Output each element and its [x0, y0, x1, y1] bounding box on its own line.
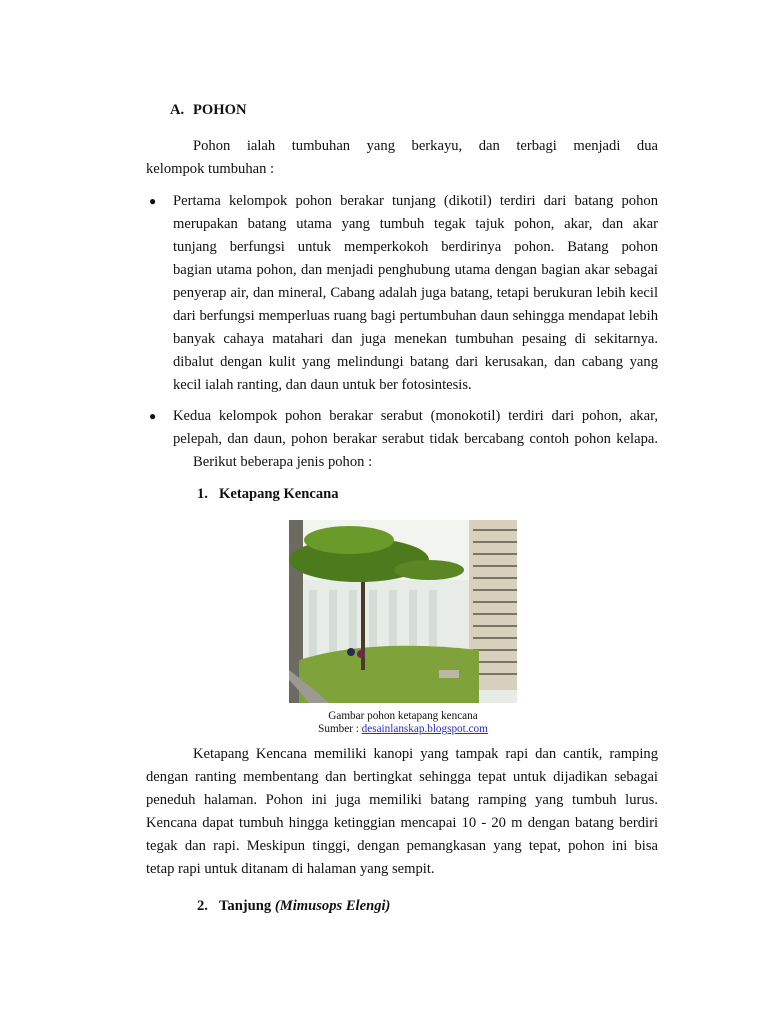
- bullet-icon: ●: [149, 194, 157, 208]
- text-line: Kedua kelompok pohon berakar serabut (monokotil) terdiri dari pohon, akar,: [173, 408, 658, 424]
- section-letter: A.: [170, 102, 185, 118]
- ketapang-kencana-photo: [289, 520, 517, 703]
- item-number: 2.: [197, 898, 208, 914]
- text-line: merupakan batang utama yang tumbuh tegak tajuk pohon, akar, dan akar: [173, 216, 658, 232]
- figure-source: [250, 723, 556, 736]
- text-line: peneduh halaman. Pohon ini juga memiliki batang ramping yang tumbuh lurus.: [146, 792, 658, 808]
- text-line: tegak dan rapi. Meskipun tinggi, dengan pemangkasan yang tepat, pohon ini bisa: [146, 838, 658, 854]
- text-line: Kencana dapat tumbuh hingga ketinggian mencapai 10 - 20 m dengan batang berdiri: [146, 815, 658, 831]
- item-title: Ketapang Kencana: [219, 486, 339, 502]
- item-title: [219, 897, 390, 915]
- text-line: tunjang berfungsi untuk memperkokoh berdirinya pohon. Batang pohon: [173, 239, 658, 255]
- text-line: banyak cahaya matahari dan juga menekan tumbuhan pesaing di sekitarnya.: [173, 331, 658, 347]
- text-line: penyerap air, dan mineral, Cabang adalah juga batang, tetapi berukuran lebih kecil: [173, 285, 658, 301]
- text-line: bagian utama pohon, dan menjadi penghubung utama dengan bagian akar sebagai: [173, 262, 658, 278]
- text-line: pelepah, dan daun, pohon berakar serabut tidak bercabang contoh pohon kelapa.: [173, 431, 658, 447]
- bullet-icon: ●: [149, 409, 157, 423]
- intro-line: Pohon ialah tumbuhan yang berkayu, dan terbagi menjadi dua: [193, 138, 658, 154]
- item-number: 1.: [197, 486, 208, 502]
- text-line: Ketapang Kencana memiliki kanopi yang tampak rapi dan cantik, ramping: [193, 746, 658, 762]
- section-title: POHON: [193, 102, 247, 118]
- item-name: Tanjung: [219, 898, 272, 914]
- lead-in-text: Berikut beberapa jenis pohon :: [193, 454, 373, 470]
- intro-line: kelompok tumbuhan :: [146, 161, 275, 177]
- figure-caption: Gambar pohon ketapang kencana: [328, 710, 478, 722]
- text-line: dibalut dengan kulit yang melindungi batang dari kerusakan, dan cabang yang: [173, 354, 658, 370]
- source-link[interactable]: desainlanskap.blogspot.com: [361, 723, 488, 735]
- text-line: dengan ranting membentang dan bertingkat sehingga tepat untuk dijadikan sebagai: [146, 769, 658, 785]
- source-label: Sumber :: [318, 723, 359, 735]
- text-line: kecil ialah ranting, dan daun untuk ber fotosintesis.: [173, 377, 472, 393]
- text-line: Pertama kelompok pohon berakar tunjang (dikotil) terdiri dari batang pohon: [173, 193, 658, 209]
- text-line: tetap rapi untuk ditanam di halaman yang sempit.: [146, 861, 435, 877]
- text-line: dari berfungsi memperluas ruang bagi pertumbuhan daun sehingga mendapat lebih: [173, 308, 658, 324]
- item-latin-name: (Mimusops Elengi): [274, 898, 391, 914]
